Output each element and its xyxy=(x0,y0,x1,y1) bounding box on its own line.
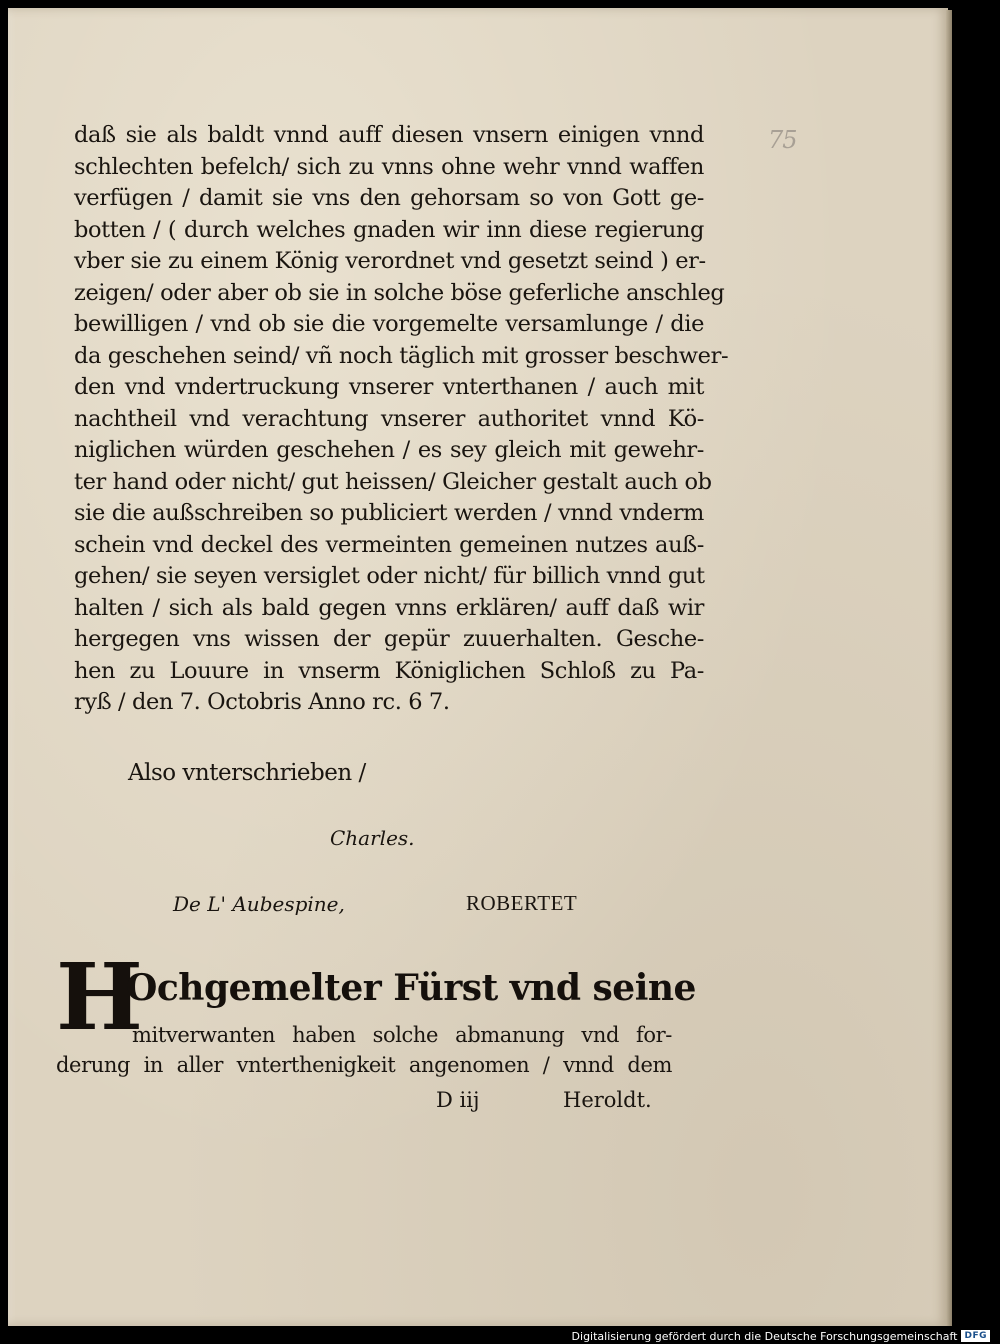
body-line: ter hand oder nicht/ gut heissen/ Gleicher gestalt auch ob xyxy=(74,468,712,495)
body-line: nachtheil vnd verachtung vnserer authoritet vnnd Kö- xyxy=(74,405,704,432)
signed-line: Also vnterschrieben / xyxy=(128,760,366,786)
body-line: schlechten befelch/ sich zu vnns ohne wehr vnnd waffen xyxy=(74,153,704,180)
body-line: zeigen/ oder aber ob sie in solche böse geferliche anschleg xyxy=(74,279,725,306)
book-page xyxy=(8,8,948,1326)
signature-aubespine: De L' Aubespine, xyxy=(173,892,345,916)
body-line: ryß / den 7. Octobris Anno rc. 6 7. xyxy=(74,689,450,715)
signature-mark: D iij xyxy=(436,1088,480,1112)
section-line: derung in aller vnterthenigkeit angenomen / vnnd dem xyxy=(56,1053,672,1077)
body-line: gehen/ sie seyen versiglet oder nicht/ für billich vnnd gut xyxy=(74,563,705,589)
body-line: hergegen vns wissen der gepür zuuerhalten. Gesche- xyxy=(74,626,704,652)
signature-charles: Charles. xyxy=(330,826,415,850)
section-line: mitverwanten haben solche abmanung vnd for- xyxy=(132,1023,672,1047)
digitization-credit xyxy=(572,1329,990,1343)
body-line: vber sie zu einem König verordnet vnd gesetzt seind ) er- xyxy=(74,248,706,274)
body-line: bewilligen / vnd ob sie die vorgemelte versamlunge / die xyxy=(74,311,704,337)
folio-number: 75 xyxy=(768,126,797,154)
body-text xyxy=(74,120,729,719)
body-line: da geschehen seind/ vñ noch täglich mit grosser beschwer- xyxy=(74,342,729,369)
decorated-initial: H xyxy=(56,943,143,1051)
body-line: verfügen / damit sie vns den gehorsam so von Gott ge- xyxy=(74,185,704,211)
section-heading: Ochgemelter Fürst vnd seine xyxy=(126,967,696,1009)
body-line: daß sie als baldt vnnd auff diesen vnsern einigen vnnd xyxy=(74,122,704,148)
body-line: halten / sich als bald gegen vnns erklären/ auff daß wir xyxy=(74,594,704,621)
body-line: niglichen würden geschehen / es sey gleich mit gewehr- xyxy=(74,437,704,463)
credit-text: Digitalisierung gefördert durch die Deutsche Forschungsgemeinschaft xyxy=(571,1329,958,1343)
body-line: botten / ( durch welches gnaden wir inn diese regierung xyxy=(74,216,704,243)
body-line: sie die außschreiben so publiciert werden / vnnd vnderm xyxy=(74,500,704,526)
page-edge xyxy=(946,10,952,1326)
signature-robertet: ROBERTET xyxy=(466,891,578,915)
body-line: hen zu Louure in vnserm Königlichen Schloß zu Pa- xyxy=(74,657,704,684)
body-line: den vnd vndertruckung vnserer vnterthanen / auch mit xyxy=(74,374,704,400)
catchword: Heroldt. xyxy=(563,1088,652,1112)
dfg-logo-icon: DFG xyxy=(961,1330,990,1342)
body-line: schein vnd deckel des vermeinten gemeinen nutzes auß- xyxy=(74,531,704,558)
